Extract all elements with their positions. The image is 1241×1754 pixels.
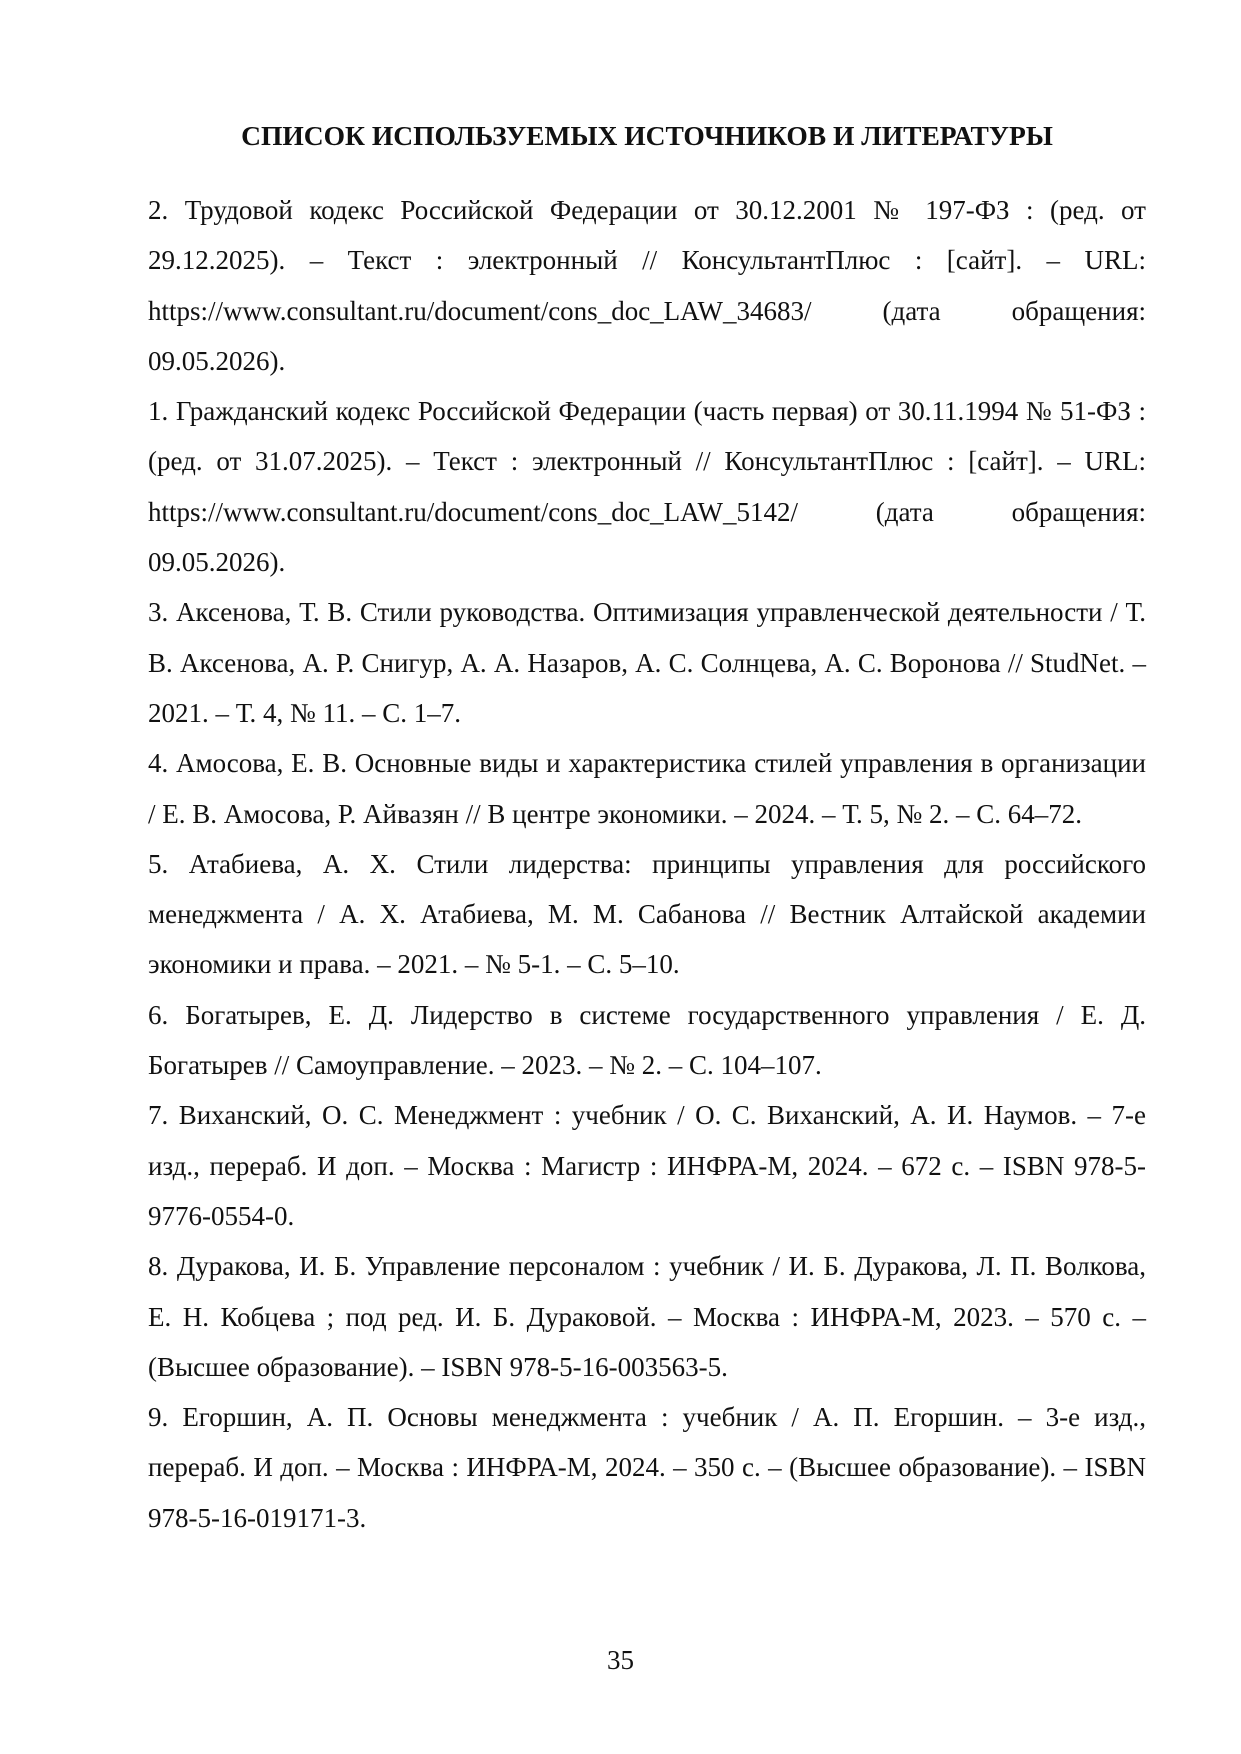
reference-item: 1. Гражданский кодекс Российской Федерации (часть первая) от 30.11.1994 № 51-ФЗ : (ред. от 31.07.2025). – Текст : электронный // КонсультантПлюс : [сайт]. – URL: https://www.consultant.ru/document/cons_doc_LAW_5142/ (дата обращения: 09.05.2026).: [148, 396, 1146, 578]
page-title: СПИСОК ИСПОЛЬЗУЕМЫХ ИСТОЧНИКОВ И ЛИТЕРАТУРЫ: [241, 120, 1053, 151]
reference-list: [148, 185, 1146, 1543]
reference-item: 7. Виханский, О. С. Менеджмент : учебник / О. С. Виханский, А. И. Наумов. – 7-е изд., перераб. И доп. – Москва : Магистр : ИНФРА-М, 2024. – 672 с. – ISBN 978-5-9776-0554-0.: [148, 1100, 1146, 1231]
reference-item: 5. Атабиева, А. Х. Стили лидерства: принципы управления для российского менеджмента / А. Х. Атабиева, М. М. Сабанова // Вестник Алтайской академии экономики и права. – 2021. – № 5-1. – С. 5–10.: [148, 848, 1146, 980]
reference-item: 2. Трудовой кодекс Российской Федерации от 30.12.2001 № 197-ФЗ : (ред. от 29.12.2025). – Текст : электронный // КонсультантПлюс : [сайт]. – URL: https://www.consultant.ru/document/cons_doc_LAW_34683/ (дата обращения: 09.05.2026).: [148, 195, 1146, 376]
reference-item: 3. Аксенова, Т. В. Стили руководства. Оптимизация управленческой деятельности / Т. В. Аксенова, А. Р. Снигур, А. А. Назаров, А. С. Солнцева, А. С. Воронова // StudNet. – 2021. – Т. 4, № 11. – С. 1–7.: [148, 597, 1146, 728]
reference-item: 8. Дуракова, И. Б. Управление персоналом : учебник / И. Б. Дуракова, Л. П. Волкова, Е. Н. Кобцева ; под ред. И. Б. Дураковой. – Москва : ИНФРА-М, 2023. – 570 с. – (Высшее образование). – ISBN 978-5-16-003563-5.: [148, 1251, 1146, 1382]
reference-item: 9. Егоршин, А. П. Основы менеджмента : учебник / А. П. Егоршин. – 3-е изд., перераб. И доп. – Москва : ИНФРА-М, 2024. – 350 с. – (Высшее образование). – ISBN 978-5-16-019171-3.: [148, 1402, 1146, 1533]
reference-item: 6. Богатырев, Е. Д. Лидерство в системе государственного управления / Е. Д. Богатырев // Самоуправление. – 2023. – № 2. – С. 104–107.: [148, 999, 1146, 1081]
reference-item: 4. Амосова, Е. В. Основные виды и характеристика стилей управления в организации / Е. В. Амосова, Р. Айвазян // В центре экономики. – 2024. – Т. 5, № 2. – С. 64–72.: [148, 748, 1146, 829]
page-number: 35: [607, 1645, 634, 1675]
